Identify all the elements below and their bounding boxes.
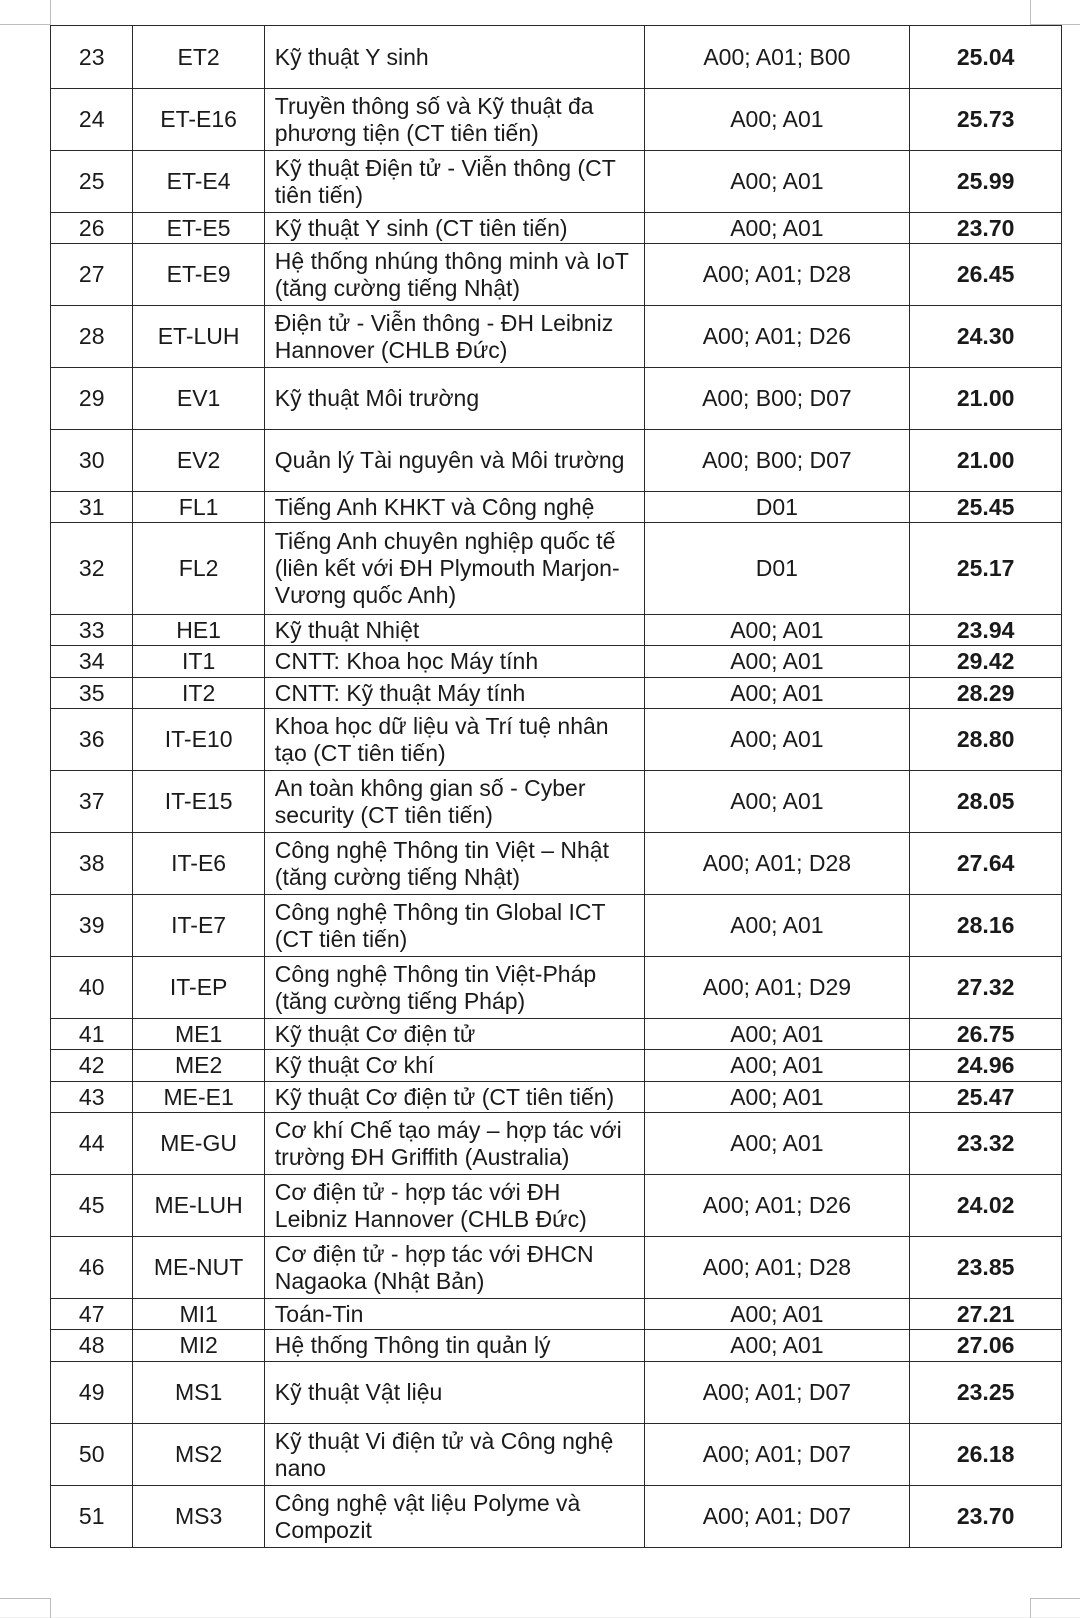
exam-blocks: A00; A01 xyxy=(644,646,910,678)
table-row xyxy=(51,1486,1062,1548)
major-name: Kỹ thuật Vi điện tử và Công nghệ nano xyxy=(264,1424,644,1486)
major-name: An toàn không gian số - Cyber security (CT tiên tiến) xyxy=(264,771,644,833)
table-row xyxy=(51,1362,1062,1424)
major-code: HE1 xyxy=(133,615,264,646)
table-row xyxy=(51,1424,1062,1486)
table-row xyxy=(51,678,1062,709)
major-code: MS1 xyxy=(133,1362,264,1424)
major-code: IT2 xyxy=(133,678,264,709)
row-number: 31 xyxy=(51,492,133,523)
row-number: 48 xyxy=(51,1330,133,1362)
exam-blocks: A00; A01 xyxy=(644,1019,910,1050)
cutoff-score: 27.64 xyxy=(910,833,1062,895)
cutoff-score: 24.96 xyxy=(910,1050,1062,1082)
major-name: Kỹ thuật Cơ điện tử (CT tiên tiến) xyxy=(264,1082,644,1113)
row-number: 28 xyxy=(51,306,133,368)
row-number: 34 xyxy=(51,646,133,678)
cutoff-score: 25.99 xyxy=(910,151,1062,213)
exam-blocks: A00; A01 xyxy=(644,895,910,957)
major-code: MS2 xyxy=(133,1424,264,1486)
exam-blocks: A00; A01; D28 xyxy=(644,244,910,306)
table-row xyxy=(51,89,1062,151)
table-row xyxy=(51,492,1062,523)
cutoff-score: 29.42 xyxy=(910,646,1062,678)
exam-blocks: A00; A01 xyxy=(644,771,910,833)
page-corner-mark xyxy=(0,1598,51,1618)
row-number: 50 xyxy=(51,1424,133,1486)
cutoff-score: 21.00 xyxy=(910,430,1062,492)
major-name: Toán-Tin xyxy=(264,1299,644,1330)
major-name: Kỹ thuật Y sinh (CT tiên tiến) xyxy=(264,213,644,244)
exam-blocks: A00; A01 xyxy=(644,1113,910,1175)
row-number: 38 xyxy=(51,833,133,895)
cutoff-score: 23.70 xyxy=(910,1486,1062,1548)
table-row xyxy=(51,957,1062,1019)
table-row xyxy=(51,1082,1062,1113)
major-name: Cơ điện tử - hợp tác với ĐHCN Nagaoka (Nhật Bản) xyxy=(264,1237,644,1299)
exam-blocks: A00; A01; D07 xyxy=(644,1424,910,1486)
cutoff-score: 21.00 xyxy=(910,368,1062,430)
major-code: EV2 xyxy=(133,430,264,492)
major-name: Kỹ thuật Vật liệu xyxy=(264,1362,644,1424)
major-code: IT-E15 xyxy=(133,771,264,833)
major-code: ET-E5 xyxy=(133,213,264,244)
exam-blocks: D01 xyxy=(644,523,910,615)
major-name: Kỹ thuật Cơ điện tử xyxy=(264,1019,644,1050)
cutoff-score: 26.75 xyxy=(910,1019,1062,1050)
exam-blocks: A00; A01 xyxy=(644,615,910,646)
cutoff-score: 23.32 xyxy=(910,1113,1062,1175)
row-number: 44 xyxy=(51,1113,133,1175)
exam-blocks: A00; A01 xyxy=(644,151,910,213)
exam-blocks: A00; A01; D28 xyxy=(644,1237,910,1299)
major-code: IT1 xyxy=(133,646,264,678)
exam-blocks: A00; A01 xyxy=(644,1082,910,1113)
exam-blocks: A00; B00; D07 xyxy=(644,430,910,492)
major-name: Khoa học dữ liệu và Trí tuệ nhân tạo (CT tiên tiến) xyxy=(264,709,644,771)
row-number: 26 xyxy=(51,213,133,244)
row-number: 24 xyxy=(51,89,133,151)
exam-blocks: A00; A01; D07 xyxy=(644,1362,910,1424)
major-code: ME-E1 xyxy=(133,1082,264,1113)
cutoff-score: 24.30 xyxy=(910,306,1062,368)
major-name: Tiếng Anh chuyên nghiệp quốc tế (liên kết với ĐH Plymouth Marjon-Vương quốc Anh) xyxy=(264,523,644,615)
table-row xyxy=(51,306,1062,368)
major-name: Tiếng Anh KHKT và Công nghệ xyxy=(264,492,644,523)
major-name: Kỹ thuật Môi trường xyxy=(264,368,644,430)
table-row xyxy=(51,1330,1062,1362)
cutoff-score: 23.94 xyxy=(910,615,1062,646)
cutoff-score: 26.45 xyxy=(910,244,1062,306)
major-name: Kỹ thuật Điện tử - Viễn thông (CT tiên tiến) xyxy=(264,151,644,213)
exam-blocks: A00; A01 xyxy=(644,1050,910,1082)
table-row xyxy=(51,430,1062,492)
major-code: ME-NUT xyxy=(133,1237,264,1299)
table-row xyxy=(51,709,1062,771)
page-corner-mark xyxy=(1030,1598,1080,1618)
table-row xyxy=(51,1175,1062,1237)
exam-blocks: A00; A01 xyxy=(644,678,910,709)
exam-blocks: A00; A01; D29 xyxy=(644,957,910,1019)
admission-score-table xyxy=(50,25,1062,1548)
table-row xyxy=(51,833,1062,895)
cutoff-score: 28.29 xyxy=(910,678,1062,709)
major-code: ME-LUH xyxy=(133,1175,264,1237)
cutoff-score: 24.02 xyxy=(910,1175,1062,1237)
cutoff-score: 23.85 xyxy=(910,1237,1062,1299)
table-row xyxy=(51,523,1062,615)
row-number: 36 xyxy=(51,709,133,771)
cutoff-score: 23.70 xyxy=(910,213,1062,244)
major-code: ME2 xyxy=(133,1050,264,1082)
major-code: IT-EP xyxy=(133,957,264,1019)
major-code: IT-E10 xyxy=(133,709,264,771)
major-code: MI1 xyxy=(133,1299,264,1330)
cutoff-score: 25.17 xyxy=(910,523,1062,615)
major-code: ET-LUH xyxy=(133,306,264,368)
row-number: 40 xyxy=(51,957,133,1019)
row-number: 39 xyxy=(51,895,133,957)
major-code: FL1 xyxy=(133,492,264,523)
row-number: 35 xyxy=(51,678,133,709)
exam-blocks: A00; A01 xyxy=(644,709,910,771)
table-row xyxy=(51,1113,1062,1175)
row-number: 42 xyxy=(51,1050,133,1082)
row-number: 27 xyxy=(51,244,133,306)
major-code: MS3 xyxy=(133,1486,264,1548)
major-name: Kỹ thuật Nhiệt xyxy=(264,615,644,646)
exam-blocks: A00; A01; D26 xyxy=(644,1175,910,1237)
major-code: IT-E7 xyxy=(133,895,264,957)
table-row xyxy=(51,1299,1062,1330)
cutoff-score: 27.21 xyxy=(910,1299,1062,1330)
table-row xyxy=(51,1050,1062,1082)
major-name: CNTT: Kỹ thuật Máy tính xyxy=(264,678,644,709)
table-row xyxy=(51,368,1062,430)
major-code: MI2 xyxy=(133,1330,264,1362)
exam-blocks: A00; B00; D07 xyxy=(644,368,910,430)
table-row xyxy=(51,895,1062,957)
table-row xyxy=(51,771,1062,833)
exam-blocks: A00; A01; D26 xyxy=(644,306,910,368)
major-name: Công nghệ vật liệu Polyme và Compozit xyxy=(264,1486,644,1548)
page-corner-mark xyxy=(0,0,51,25)
row-number: 33 xyxy=(51,615,133,646)
cutoff-score: 25.04 xyxy=(910,26,1062,89)
major-name: Công nghệ Thông tin Việt – Nhật (tăng cường tiếng Nhật) xyxy=(264,833,644,895)
page-corner-mark xyxy=(1030,0,1080,25)
table-row xyxy=(51,1019,1062,1050)
row-number: 47 xyxy=(51,1299,133,1330)
row-number: 43 xyxy=(51,1082,133,1113)
exam-blocks: A00; A01 xyxy=(644,1330,910,1362)
row-number: 37 xyxy=(51,771,133,833)
cutoff-score: 27.32 xyxy=(910,957,1062,1019)
major-code: EV1 xyxy=(133,368,264,430)
major-name: Quản lý Tài nguyên và Môi trường xyxy=(264,430,644,492)
major-code: ET-E9 xyxy=(133,244,264,306)
row-number: 41 xyxy=(51,1019,133,1050)
cutoff-score: 28.16 xyxy=(910,895,1062,957)
major-name: Công nghệ Thông tin Việt-Pháp (tăng cường tiếng Pháp) xyxy=(264,957,644,1019)
major-code: ET-E16 xyxy=(133,89,264,151)
exam-blocks: A00; A01 xyxy=(644,89,910,151)
major-name: Hệ thống Thông tin quản lý xyxy=(264,1330,644,1362)
table-body xyxy=(51,26,1062,1548)
table-row xyxy=(51,646,1062,678)
cutoff-score: 25.47 xyxy=(910,1082,1062,1113)
major-code: ME-GU xyxy=(133,1113,264,1175)
major-code: ET-E4 xyxy=(133,151,264,213)
major-name: Điện tử - Viễn thông - ĐH Leibniz Hannover (CHLB Đức) xyxy=(264,306,644,368)
cutoff-score: 28.05 xyxy=(910,771,1062,833)
table-row xyxy=(51,26,1062,89)
major-name: Truyền thông số và Kỹ thuật đa phương tiện (CT tiên tiến) xyxy=(264,89,644,151)
table-row xyxy=(51,213,1062,244)
major-code: FL2 xyxy=(133,523,264,615)
cutoff-score: 26.18 xyxy=(910,1424,1062,1486)
table-row xyxy=(51,244,1062,306)
row-number: 45 xyxy=(51,1175,133,1237)
major-name: Kỹ thuật Cơ khí xyxy=(264,1050,644,1082)
exam-blocks: D01 xyxy=(644,492,910,523)
major-name: Hệ thống nhúng thông minh và IoT (tăng cường tiếng Nhật) xyxy=(264,244,644,306)
major-name: Cơ điện tử - hợp tác với ĐH Leibniz Hannover (CHLB Đức) xyxy=(264,1175,644,1237)
exam-blocks: A00; A01; B00 xyxy=(644,26,910,89)
cutoff-score: 25.45 xyxy=(910,492,1062,523)
cutoff-score: 23.25 xyxy=(910,1362,1062,1424)
cutoff-score: 28.80 xyxy=(910,709,1062,771)
cutoff-score: 25.73 xyxy=(910,89,1062,151)
major-name: CNTT: Khoa học Máy tính xyxy=(264,646,644,678)
table-row xyxy=(51,615,1062,646)
row-number: 49 xyxy=(51,1362,133,1424)
row-number: 30 xyxy=(51,430,133,492)
row-number: 32 xyxy=(51,523,133,615)
exam-blocks: A00; A01 xyxy=(644,213,910,244)
exam-blocks: A00; A01 xyxy=(644,1299,910,1330)
exam-blocks: A00; A01; D28 xyxy=(644,833,910,895)
table-row xyxy=(51,1237,1062,1299)
major-code: ME1 xyxy=(133,1019,264,1050)
exam-blocks: A00; A01; D07 xyxy=(644,1486,910,1548)
table-row xyxy=(51,151,1062,213)
row-number: 25 xyxy=(51,151,133,213)
major-name: Công nghệ Thông tin Global ICT (CT tiên tiến) xyxy=(264,895,644,957)
major-code: ET2 xyxy=(133,26,264,89)
major-name: Cơ khí Chế tạo máy – hợp tác với trường ĐH Griffith (Australia) xyxy=(264,1113,644,1175)
row-number: 29 xyxy=(51,368,133,430)
cutoff-score: 27.06 xyxy=(910,1330,1062,1362)
row-number: 51 xyxy=(51,1486,133,1548)
major-code: IT-E6 xyxy=(133,833,264,895)
row-number: 23 xyxy=(51,26,133,89)
row-number: 46 xyxy=(51,1237,133,1299)
major-name: Kỹ thuật Y sinh xyxy=(264,26,644,89)
